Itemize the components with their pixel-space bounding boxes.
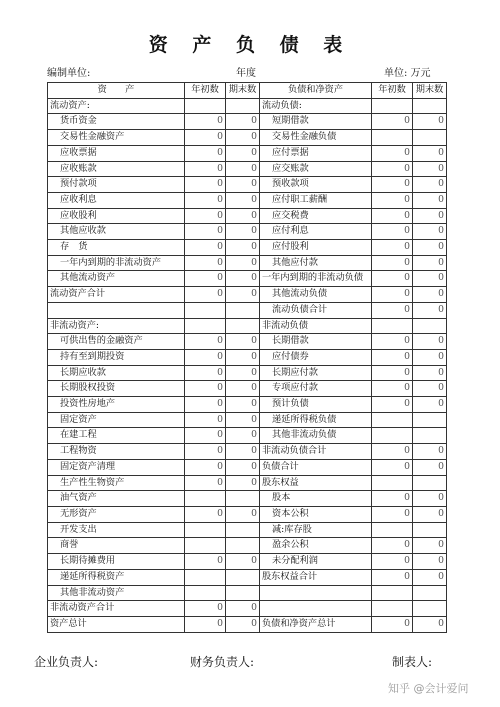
asset-end-value	[226, 302, 260, 318]
asset-end-value: 0	[226, 334, 260, 350]
table-row	[48, 192, 447, 208]
liability-end-value: 0	[413, 569, 447, 585]
liability-begin-value: 0	[372, 208, 413, 224]
liability-label: 长期借款	[260, 334, 372, 350]
asset-begin-value: 0	[185, 365, 226, 381]
table-row	[48, 381, 447, 397]
asset-begin-value	[185, 318, 226, 334]
table-row	[48, 161, 447, 177]
asset-begin-value: 0	[185, 475, 226, 491]
liability-end-value: 0	[413, 192, 447, 208]
liability-end-value	[413, 585, 447, 601]
table-row	[48, 334, 447, 350]
liability-end-value: 0	[413, 302, 447, 318]
asset-begin-value: 0	[185, 161, 226, 177]
table-row	[48, 554, 447, 570]
liability-end-value: 0	[413, 538, 447, 554]
liability-end-value: 0	[413, 491, 447, 507]
asset-end-value	[226, 585, 260, 601]
table-row	[48, 444, 447, 460]
asset-end-value: 0	[226, 444, 260, 460]
asset-end-value: 0	[226, 428, 260, 444]
liability-end-value	[413, 475, 447, 491]
liability-begin-value: 0	[372, 302, 413, 318]
asset-label: 预付款项	[48, 177, 185, 193]
asset-end-value: 0	[226, 601, 260, 617]
asset-label	[48, 302, 185, 318]
asset-end-value: 0	[226, 412, 260, 428]
table-row	[48, 522, 447, 538]
owner-signature-label: 企业负责人:	[34, 655, 99, 669]
asset-label: 其他流动资产	[48, 271, 185, 287]
asset-label: 开发支出	[48, 522, 185, 538]
asset-end-value	[226, 98, 260, 114]
table-row	[48, 271, 447, 287]
liability-begin-value	[372, 601, 413, 617]
liability-begin-value: 0	[372, 177, 413, 193]
liability-label: 未分配利润	[260, 554, 372, 570]
asset-begin-value: 0	[185, 130, 226, 146]
asset-label: 交易性金融资产	[48, 130, 185, 146]
liability-label: 应付股利	[260, 240, 372, 256]
liability-label: 短期借款	[260, 114, 372, 130]
liability-label: 股东权益	[260, 475, 372, 491]
asset-label: 可供出售的金融资产	[48, 334, 185, 350]
liability-end-value: 0	[413, 459, 447, 475]
liability-begin-value: 0	[372, 397, 413, 413]
asset-end-value: 0	[226, 177, 260, 193]
liability-label: 应交账款	[260, 161, 372, 177]
liability-end-value: 0	[413, 381, 447, 397]
asset-label: 油气资产	[48, 491, 185, 507]
liability-end-value: 0	[413, 506, 447, 522]
liability-begin-value: 0	[372, 616, 413, 632]
table-row	[48, 224, 447, 240]
liability-label: 交易性金融负债	[260, 130, 372, 146]
asset-label: 长期应收款	[48, 365, 185, 381]
asset-label: 资产总计	[48, 616, 185, 632]
asset-begin-value	[185, 522, 226, 538]
asset-end-value	[226, 522, 260, 538]
asset-label: 持有至到期投资	[48, 349, 185, 365]
asset-begin-value	[185, 569, 226, 585]
liability-begin-value	[372, 585, 413, 601]
liability-begin-value	[372, 428, 413, 444]
finance-signature-label: 财务负责人:	[190, 655, 255, 669]
table-row	[48, 428, 447, 444]
asset-end-value: 0	[226, 145, 260, 161]
liability-label: 应付利息	[260, 224, 372, 240]
asset-end-value: 0	[226, 381, 260, 397]
asset-label: 应收票据	[48, 145, 185, 161]
liability-end-value	[413, 130, 447, 146]
asset-end-value: 0	[226, 459, 260, 475]
liability-begin-value	[372, 412, 413, 428]
asset-label: 非流动资产:	[48, 318, 185, 334]
liability-begin-value: 0	[372, 161, 413, 177]
asset-end-value: 0	[226, 130, 260, 146]
liability-end-value: 0	[413, 271, 447, 287]
asset-begin-value: 0	[185, 255, 226, 271]
asset-label: 流动资产合计	[48, 287, 185, 303]
liability-begin-value: 0	[372, 240, 413, 256]
asset-label: 应收股利	[48, 208, 185, 224]
asset-end-value: 0	[226, 554, 260, 570]
page-title: 资 产 负 债 表	[148, 34, 352, 56]
asset-label: 无形资产	[48, 506, 185, 522]
balance-sheet-table	[47, 82, 447, 633]
liability-label: 预收款项	[260, 177, 372, 193]
asset-end-value: 0	[226, 255, 260, 271]
table-row	[48, 412, 447, 428]
table-row	[48, 114, 447, 130]
table-row	[48, 397, 447, 413]
liability-label: 非流动负债	[260, 318, 372, 334]
liability-begin-value	[372, 318, 413, 334]
table-row	[48, 145, 447, 161]
liability-end-value	[413, 428, 447, 444]
asset-label: 货币资金	[48, 114, 185, 130]
asset-begin-value	[185, 491, 226, 507]
liability-end-value: 0	[413, 114, 447, 130]
preparing-unit-label: 编制单位:	[47, 68, 91, 79]
asset-end-value	[226, 538, 260, 554]
table-row	[48, 255, 447, 271]
liability-end-value	[413, 412, 447, 428]
table-row	[48, 240, 447, 256]
liability-label: 其他流动负债	[260, 287, 372, 303]
liability-begin-value: 0	[372, 224, 413, 240]
liability-begin-value: 0	[372, 349, 413, 365]
table-row	[48, 569, 447, 585]
asset-label: 固定资产清理	[48, 459, 185, 475]
liability-label: 流动负债合计	[260, 302, 372, 318]
asset-end-value: 0	[226, 271, 260, 287]
asset-end-value: 0	[226, 506, 260, 522]
asset-label: 其他应收款	[48, 224, 185, 240]
asset-begin-value	[185, 538, 226, 554]
liability-begin-value: 0	[372, 381, 413, 397]
liability-label: 应付债券	[260, 349, 372, 365]
table-row	[48, 475, 447, 491]
table-row	[48, 130, 447, 146]
liability-label: 应付职工薪酬	[260, 192, 372, 208]
header-begin: 年初数	[185, 83, 226, 99]
asset-begin-value: 0	[185, 224, 226, 240]
liability-begin-value: 0	[372, 287, 413, 303]
asset-label: 工程物资	[48, 444, 185, 460]
liability-end-value: 0	[413, 208, 447, 224]
liability-label: 资本公积	[260, 506, 372, 522]
liability-label	[260, 601, 372, 617]
liability-begin-value: 0	[372, 271, 413, 287]
liability-end-value: 0	[413, 349, 447, 365]
liability-end-value: 0	[413, 177, 447, 193]
liability-end-value: 0	[413, 616, 447, 632]
asset-end-value: 0	[226, 114, 260, 130]
asset-label: 流动资产:	[48, 98, 185, 114]
liability-end-value: 0	[413, 444, 447, 460]
asset-end-value: 0	[226, 208, 260, 224]
liability-label: 应付票据	[260, 145, 372, 161]
asset-label: 递延所得税资产	[48, 569, 185, 585]
liability-begin-value: 0	[372, 334, 413, 350]
asset-begin-value: 0	[185, 145, 226, 161]
liability-label: 长期应付款	[260, 365, 372, 381]
liability-end-value: 0	[413, 287, 447, 303]
liability-end-value	[413, 522, 447, 538]
table-row	[48, 177, 447, 193]
asset-begin-value: 0	[185, 208, 226, 224]
liability-begin-value: 0	[372, 459, 413, 475]
liability-begin-value: 0	[372, 192, 413, 208]
header-end: 期末数	[226, 83, 260, 99]
asset-begin-value: 0	[185, 240, 226, 256]
asset-begin-value: 0	[185, 334, 226, 350]
liability-begin-value: 0	[372, 506, 413, 522]
asset-begin-value: 0	[185, 616, 226, 632]
liability-end-value: 0	[413, 240, 447, 256]
asset-label: 投资性房地产	[48, 397, 185, 413]
watermark: 知乎 @会计爱问	[388, 682, 469, 695]
liability-begin-value: 0	[372, 569, 413, 585]
liability-begin-value: 0	[372, 145, 413, 161]
liability-end-value	[413, 601, 447, 617]
liability-end-value: 0	[413, 554, 447, 570]
liability-label: 负债合计	[260, 459, 372, 475]
liability-begin-value: 0	[372, 538, 413, 554]
asset-begin-value: 0	[185, 428, 226, 444]
liability-label: 递延所得税负债	[260, 412, 372, 428]
asset-label: 生产性生物资产	[48, 475, 185, 491]
currency-unit-label: 单位: 万元	[384, 68, 431, 79]
liability-begin-value: 0	[372, 491, 413, 507]
asset-label: 固定资产	[48, 412, 185, 428]
header-begin-2: 年初数	[372, 83, 413, 99]
liability-begin-value	[372, 475, 413, 491]
asset-end-value: 0	[226, 224, 260, 240]
asset-label: 其他非流动资产	[48, 585, 185, 601]
asset-end-value: 0	[226, 192, 260, 208]
liability-begin-value: 0	[372, 114, 413, 130]
liability-end-value: 0	[413, 397, 447, 413]
asset-end-value	[226, 318, 260, 334]
asset-begin-value: 0	[185, 554, 226, 570]
asset-end-value	[226, 491, 260, 507]
asset-end-value: 0	[226, 475, 260, 491]
liability-end-value: 0	[413, 365, 447, 381]
table-row	[48, 585, 447, 601]
table-row	[48, 506, 447, 522]
liability-label: 其他非流动负债	[260, 428, 372, 444]
asset-label: 长期待摊费用	[48, 554, 185, 570]
asset-end-value: 0	[226, 616, 260, 632]
liability-label: 其他应付款	[260, 255, 372, 271]
liability-end-value: 0	[413, 161, 447, 177]
liability-begin-value: 0	[372, 365, 413, 381]
asset-begin-value: 0	[185, 381, 226, 397]
asset-end-value	[226, 569, 260, 585]
asset-label: 应收账款	[48, 161, 185, 177]
liability-label: 一年内到期的非流动负债	[260, 271, 372, 287]
table-row	[48, 365, 447, 381]
liability-begin-value	[372, 130, 413, 146]
liability-label: 股本	[260, 491, 372, 507]
liability-begin-value: 0	[372, 554, 413, 570]
liability-label: 减:库存股	[260, 522, 372, 538]
liability-begin-value	[372, 522, 413, 538]
table-row	[48, 302, 447, 318]
asset-end-value: 0	[226, 349, 260, 365]
asset-begin-value	[185, 585, 226, 601]
liability-label: 应交税费	[260, 208, 372, 224]
header-assets: 资 产	[48, 83, 185, 99]
asset-begin-value: 0	[185, 601, 226, 617]
asset-end-value: 0	[226, 365, 260, 381]
year-label: 年度	[236, 68, 256, 79]
liability-end-value	[413, 318, 447, 334]
liability-label: 负债和净资产总计	[260, 616, 372, 632]
liability-begin-value	[372, 98, 413, 114]
liability-end-value: 0	[413, 255, 447, 271]
asset-label: 应收利息	[48, 192, 185, 208]
asset-begin-value: 0	[185, 506, 226, 522]
asset-begin-value	[185, 302, 226, 318]
liability-label: 非流动负债合计	[260, 444, 372, 460]
liability-begin-value: 0	[372, 444, 413, 460]
asset-begin-value: 0	[185, 444, 226, 460]
table-header-row	[48, 83, 447, 99]
liability-label: 预计负债	[260, 397, 372, 413]
liability-label: 专项应付款	[260, 381, 372, 397]
header-end-2: 期末数	[413, 83, 447, 99]
asset-end-value: 0	[226, 287, 260, 303]
asset-begin-value: 0	[185, 397, 226, 413]
liability-label: 盈余公积	[260, 538, 372, 554]
asset-begin-value: 0	[185, 287, 226, 303]
asset-begin-value: 0	[185, 459, 226, 475]
table-row	[48, 601, 447, 617]
asset-label: 非流动资产合计	[48, 601, 185, 617]
asset-label: 在建工程	[48, 428, 185, 444]
asset-end-value: 0	[226, 397, 260, 413]
table-row	[48, 491, 447, 507]
liability-end-value: 0	[413, 145, 447, 161]
table-row	[48, 459, 447, 475]
table-row	[48, 318, 447, 334]
header-liabilities: 负债和净资产	[260, 83, 372, 99]
table-row	[48, 287, 447, 303]
liability-label: 股东权益合计	[260, 569, 372, 585]
asset-begin-value: 0	[185, 412, 226, 428]
asset-begin-value: 0	[185, 271, 226, 287]
asset-label: 长期股权投资	[48, 381, 185, 397]
table-row	[48, 538, 447, 554]
asset-end-value: 0	[226, 161, 260, 177]
liability-end-value: 0	[413, 334, 447, 350]
liability-end-value: 0	[413, 224, 447, 240]
asset-label: 存 货	[48, 240, 185, 256]
asset-label: 一年内到期的非流动资产	[48, 255, 185, 271]
table-row	[48, 98, 447, 114]
table-row	[48, 349, 447, 365]
liability-begin-value: 0	[372, 255, 413, 271]
table-row	[48, 616, 447, 632]
table-row	[48, 208, 447, 224]
asset-label: 商誉	[48, 538, 185, 554]
preparer-signature-label: 制表人:	[392, 655, 433, 669]
asset-begin-value: 0	[185, 114, 226, 130]
asset-end-value: 0	[226, 240, 260, 256]
liability-label	[260, 585, 372, 601]
asset-begin-value: 0	[185, 349, 226, 365]
liability-end-value	[413, 98, 447, 114]
asset-begin-value	[185, 98, 226, 114]
asset-begin-value: 0	[185, 192, 226, 208]
liability-label: 流动负债:	[260, 98, 372, 114]
asset-begin-value: 0	[185, 177, 226, 193]
